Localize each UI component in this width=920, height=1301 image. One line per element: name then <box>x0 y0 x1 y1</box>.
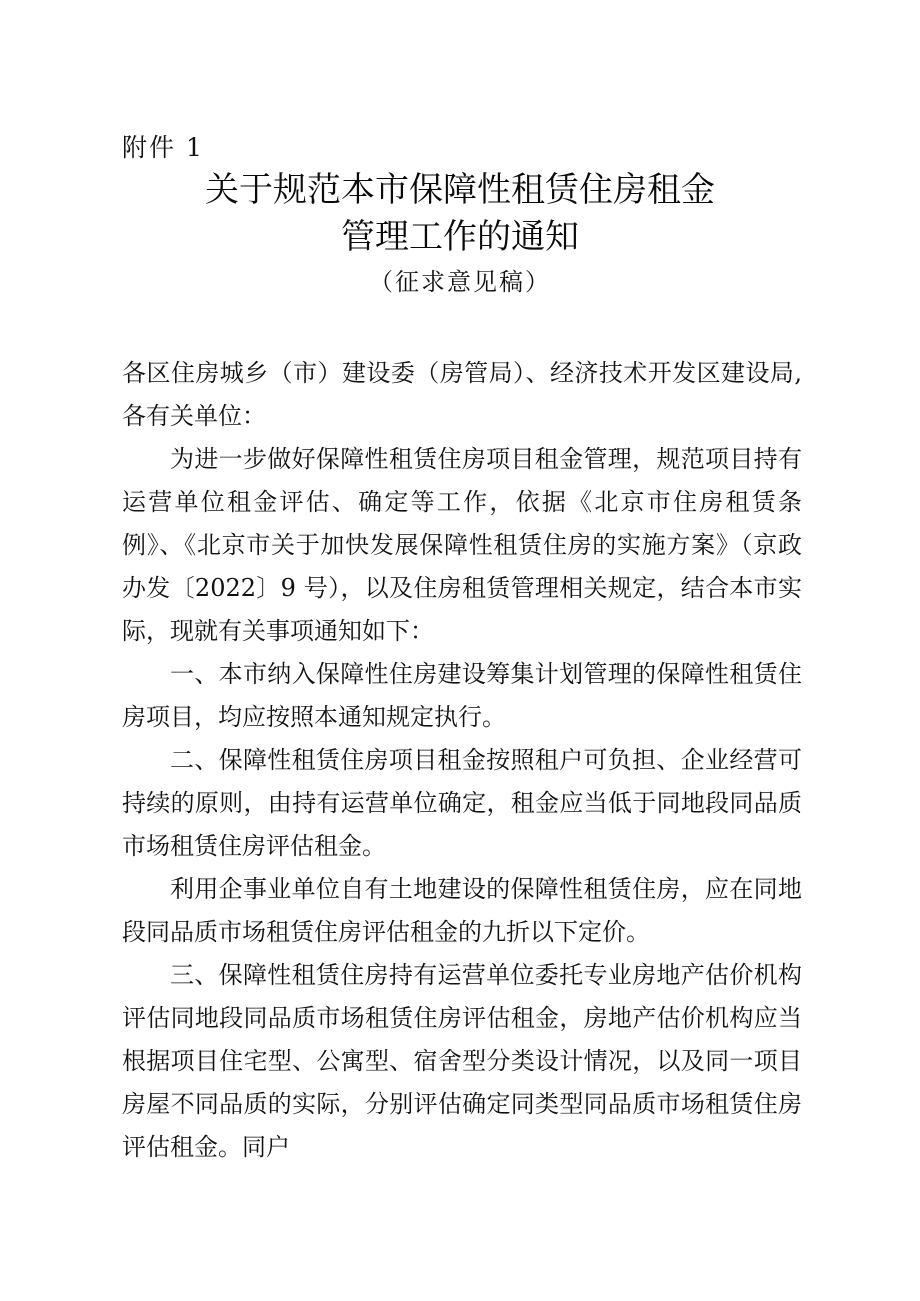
body-paragraph-1: 为进一步做好保障性租赁住房项目租金管理，规范项目持有运营单位租金评估、确定等工作，依据《北京市住房租赁条例》、《北京市关于加快发展保障性租赁住房的实施方案》（京政办发〔2022〕9 号），以及住房租赁管理相关规定，结合本市实际，现就有关事项通知如下： <box>122 445 802 645</box>
document-title-line-1: 关于规范本市保障性租赁住房租金 <box>205 170 715 210</box>
body-paragraph-3: 二、保障性租赁住房项目租金按照租户可负担、企业经营可持续的原则，由持有运营单位确定，租金应当低于同地段同品质市场租赁住房评估租金。 <box>122 746 802 860</box>
document-title-line-2: 管理工作的通知 <box>341 217 579 257</box>
body-paragraph-4: 利用企事业单位自有土地建设的保障性租赁住房，应在同地段同品质市场租赁住房评估租金的九折以下定价。 <box>122 875 802 946</box>
document-subtitle: （征求意见稿） <box>369 268 551 296</box>
body-paragraph-2: 一、本市纳入保障性住房建设筹集计划管理的保障性租赁住房项目，均应按照本通知规定执行。 <box>122 660 802 731</box>
attachment-label: 附件 1 <box>122 133 204 162</box>
document-body <box>122 352 802 1169</box>
body-paragraph-5: 三、保障性租赁住房持有运营单位委托专业房地产估价机构评估同地段同品质市场租赁住房评估租金，房地产估价机构应当根据项目住宅型、公寓型、宿舍型分类设计情况，以及同一项目房屋不同品质的实际，分别评估确定同类型同品质市场租赁住房评估租金。同户 <box>122 961 802 1161</box>
addressee-paragraph: 各区住房城乡（市）建设委（房管局）、经济技术开发区建设局,各有关单位： <box>122 359 802 430</box>
